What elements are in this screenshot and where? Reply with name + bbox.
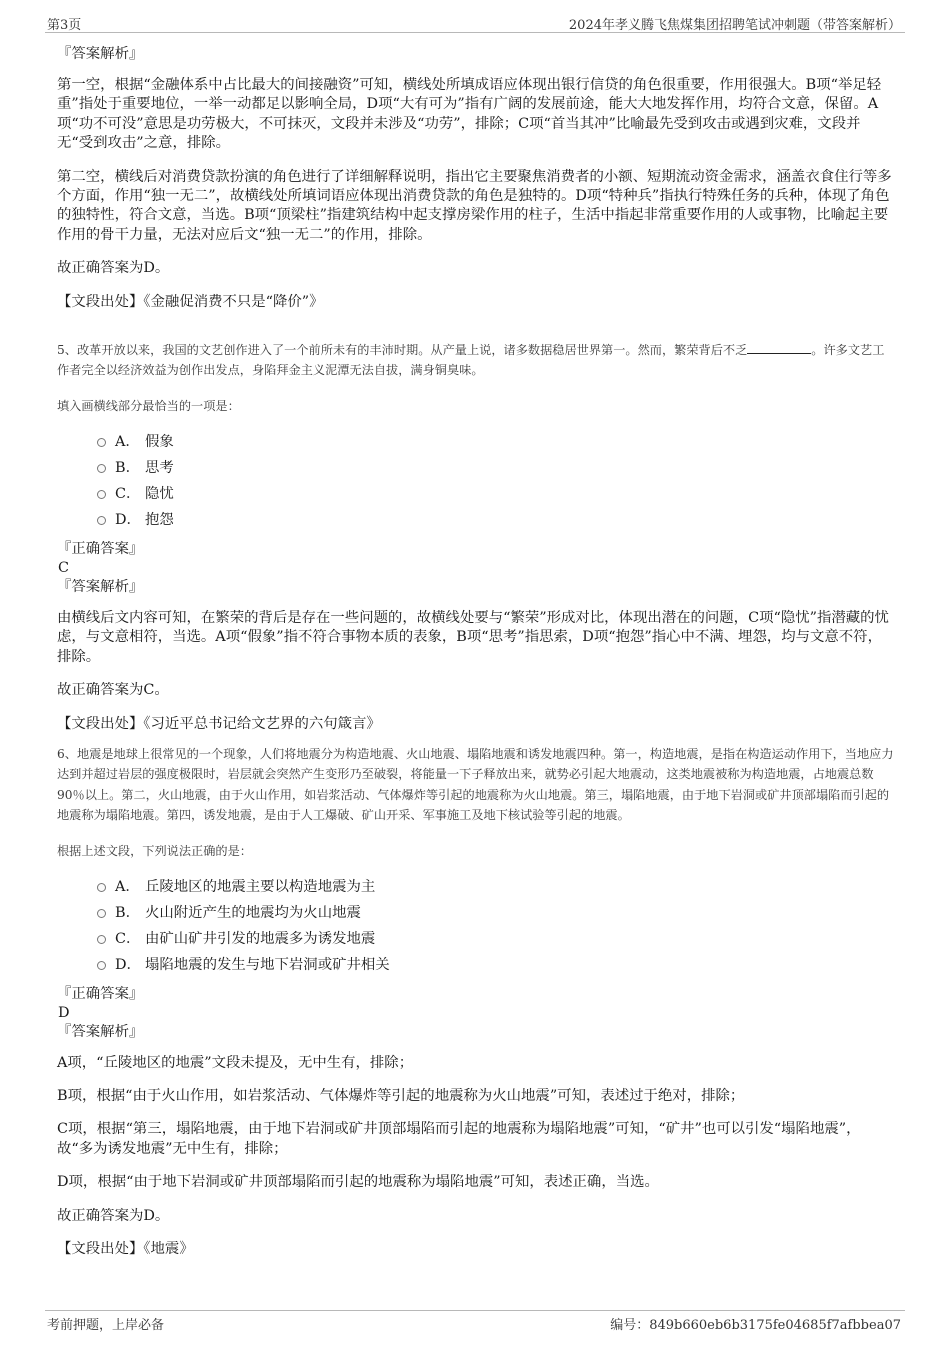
analysis-paragraph: 第一空，根据“金融体系中占比最大的间接融资”可知，横线处所填成语应体现出银行信贷的角色很重要，作用很强大。B项“举足轻重”指处于重要地位，一举一动都足以影响全局，D项“大有可为”指有广阔的发展前途，能大大地发挥作用，均符合文意，保留。A项“功不可没”意思是功劳极大，不可抹灭，文段并未涉及“功劳”，排除；C项“首当其冲”比喻最先受到攻击或遇到灾难，文段并无“受到攻击”之意，排除。 — [57, 77, 882, 152]
answer-conclusion: 故正确答案为D。 — [57, 1207, 170, 1224]
question-prompt: 填入画横线部分最恰当的一项是： — [57, 398, 240, 413]
analysis-label: 『答案解析』 — [57, 46, 144, 62]
option-list — [57, 429, 895, 533]
radio-icon[interactable] — [97, 935, 106, 944]
analysis-paragraph: 由横线后文内容可知，在繁荣的背后是存在一些问题的，故横线处要与“繁荣”形成对比，体现出潜在的问题，C项“隐忧”指潜藏的忧虑，与文意相符，当选。A项“假象”指不符合事物本质的表象，B项“思考”指思索，D项“抱怨”指心中不满、埋怨，均与文意不符，排除。 — [57, 609, 889, 665]
answer-conclusion: 故正确答案为C。 — [57, 682, 169, 699]
answer-conclusion: 故正确答案为D。 — [57, 260, 170, 277]
radio-icon[interactable] — [97, 883, 106, 892]
radio-icon[interactable] — [97, 909, 106, 918]
option-d[interactable]: D． 抱怨 — [57, 507, 895, 533]
document-title: 2024年孝义腾飞焦煤集团招聘笔试冲刺题（带答案解析） — [568, 18, 901, 33]
source-citation: 【文段出处】《地震》 — [57, 1240, 194, 1257]
answer-blank — [747, 341, 811, 354]
correct-answer: D — [58, 1004, 70, 1021]
analysis-paragraph: 第二空，横线后对消费贷款扮演的角色进行了详细解释说明，指出它主要聚焦消费者的小额、短期流动资金需求，涵盖衣食住行等多个方面，作用“独一无二”，故横线处所填词语应体现出消费贷款的角色是独特的。D项“特种兵”指执行特殊任务的兵种，体现了角色的独特性，符合文意，当选。B项“顶梁柱”指建筑结构中起支撑房梁作用的柱子，生活中指起非常重要作用的人或事物，比喻起主要作用的骨干力量，无法对应后文“独一无二”的作用，排除。 — [57, 168, 892, 243]
radio-icon[interactable] — [97, 516, 106, 525]
correct-answer-label: 『正确答案』 — [57, 540, 144, 557]
question-6 — [57, 744, 895, 1259]
analysis-label: 『答案解析』 — [57, 1023, 144, 1040]
option-b[interactable]: B． 思考 — [57, 455, 895, 481]
analysis-paragraph: D项，根据“由于地下岩洞或矿井顶部塌陷而引起的地震称为塌陷地震”可知，表述正确，当选。 — [57, 1174, 659, 1191]
analysis-paragraph: B项，根据“由于火山作用，如岩浆活动、气体爆炸等引起的地震称为火山地震”可知，表述过于绝对，排除； — [57, 1087, 745, 1104]
correct-answer-label: 『正确答案』 — [57, 985, 144, 1002]
analysis-paragraph: A项，“丘陵地区的地震”文段未提及，无中生有，排除； — [57, 1054, 414, 1071]
page-footer — [45, 1310, 905, 1333]
radio-icon[interactable] — [97, 490, 106, 499]
option-a[interactable]: A． 丘陵地区的地震主要以构造地震为主 — [57, 874, 895, 900]
correct-answer: C — [58, 559, 70, 576]
footer-slogan: 考前押题，上岸必备 — [47, 1318, 165, 1333]
option-d[interactable]: D． 塌陷地震的发生与地下岩洞或矿井相关 — [57, 952, 895, 978]
radio-icon[interactable] — [97, 438, 106, 447]
analysis-label: 『答案解析』 — [57, 578, 144, 595]
analysis-paragraph: C项，根据“第三，塌陷地震，由于地下岩洞或矿井顶部塌陷而引起的地震称为塌陷地震”可知，“矿井”也可以引发“塌陷地震”，故“多为诱发地震”无中生有，排除； — [57, 1121, 861, 1157]
page-number: 第3页 — [47, 18, 82, 33]
page-header — [45, 10, 905, 33]
source-citation: 【文段出处】《习近平总书记给文艺界的六句箴言》 — [57, 715, 381, 732]
document-serial: 编号：849b660eb6b3175fe04685f7afbbea07 — [610, 1318, 901, 1333]
option-list — [57, 874, 895, 978]
document-body — [57, 44, 895, 1273]
option-c[interactable]: C． 隐忧 — [57, 481, 895, 507]
radio-icon[interactable] — [97, 464, 106, 473]
question-stem: 5、改革开放以来，我国的文艺创作进入了一个前所未有的丰沛时期。从产量上说，诸多数据稳居世界第一。然而，繁荣背后不乏 。许多文艺工作者完全以经济效益为创作出发点，身陷拜金主义泥潭无法自拔，满身铜臭味。 — [57, 343, 885, 378]
option-c[interactable]: C． 由矿山矿井引发的地震多为诱发地震 — [57, 926, 895, 952]
question-5 — [57, 340, 895, 734]
question-stem: 6、地震是地球上很常见的一个现象，人们将地震分为构造地震、火山地震、塌陷地震和诱发地震四种。第一，构造地震，是指在构造运动作用下，当地应力达到并超过岩层的强度极限时，岩层就会突然产生变形乃至破裂，将能量一下子释放出来，就势必引起大地震动，这类地震被称为构造地震，占地震总数90％以上。第二，火山地震，由于火山作用，如岩浆活动、气体爆炸等引起的地震称为火山地震。第三，塌陷地震，由于地下岩洞或矿井顶部塌陷而引起的地震称为塌陷地震。第四，诱发地震，是由于人工爆破、矿山开采、军事施工及地下核试验等引起的地震。 — [57, 746, 894, 823]
option-b[interactable]: B． 火山附近产生的地震均为火山地震 — [57, 900, 895, 926]
previous-question-analysis — [57, 44, 895, 312]
radio-icon[interactable] — [97, 961, 106, 970]
option-a[interactable]: A． 假象 — [57, 429, 895, 455]
question-prompt: 根据上述文段，下列说法正确的是： — [57, 843, 252, 858]
source-citation: 【文段出处】《金融促消费不只是“降价”》 — [57, 293, 324, 310]
